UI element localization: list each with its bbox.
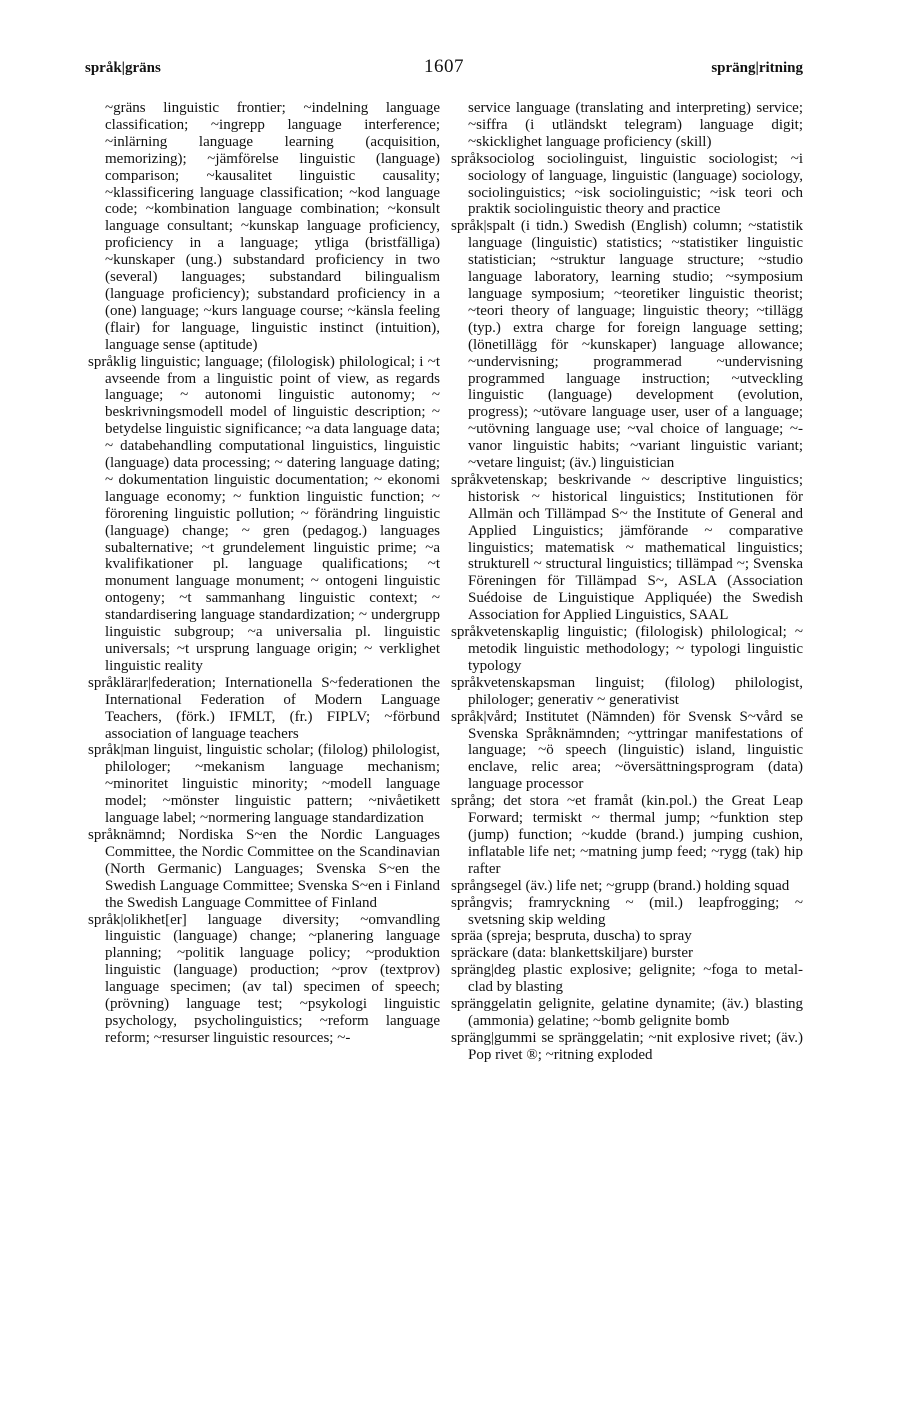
dictionary-entry: språksociolog sociolinguist, linguistic sociologist; ~i sociology of language, linguistic (language) sociology, sociolinguistics; ~isk sociolinguistic; ~isk teori och praktik sociolinguistic theory and practice: [451, 150, 803, 218]
dictionary-entry: språk|olikhet[er] language diversity; ~omvandling linguistic (language) change; ~planering language planning; ~politik language policy; ~produktion linguistic (language) production; ~prov (textprov) language specimen; (av tal) specimen of speech; (prövning) language test; ~psykologi linguistic psychology, psycholinguistics; ~reform language reform; ~resurser linguistic resources; ~-: [88, 911, 440, 1046]
dictionary-entry: språngvis; framryckning ~ (mil.) leapfrogging; ~ svetsning skip welding: [451, 894, 803, 928]
dictionary-entry: språklig linguistic; language; (filologisk) philological; i ~t avseende from a linguistic point of view, as regards language; ~ autonomi linguistic autonomy; ~ beskrivningsmodell model of linguistic description; ~ betydelse linguistic significance; ~a data language data; ~ databehandling computational linguistics, linguistic (language) data processing; ~ datering language dating; ~ dokumentation linguistic documentation; ~ ekonomi language economy; ~ funktion linguistic function; ~ förorening linguistic pollution; ~ förändring linguistic (language) change; ~ gren (pedagog.) languages subalternative; ~t grundelement linguistic prime; ~a kvalifikationer pl. language qualifications; ~t monument language monument; ~ ontogeni linguistic ontogeny; ~t sammanhang linguistic context; ~ standardisering language standardization; ~ undergrupp linguistic subgroup; ~a universalia pl. linguistic universals; ~t ursprung language origin; ~ verklighet linguistic reality: [88, 353, 440, 674]
dictionary-entry: språkvetenskapsman linguist; (filolog) philologist, philologer; generativ ~ generativist: [451, 674, 803, 708]
dictionary-entry: spräa (spreja; bespruta, duscha) to spray: [451, 928, 692, 945]
dictionary-entry: språklärar|federation; Internationella S~federationen the International Federation of Modern Language Teachers, (förk.) IFMLT, (fr.) FIPLV; ~förbund association of language teachers: [88, 674, 440, 742]
dictionary-entry: språknämnd; Nordiska S~en the Nordic Languages Committee, the Nordic Committee on the Scandinavian (North Germanic) Languages; Svenska S~en the Swedish Language Committee; Svenska S~en i Finland the Swedish Language Committee of Finland: [88, 826, 440, 911]
dictionary-entry: språkvetenskap; beskrivande ~ descriptive linguistics; historisk ~ historical linguistics; Institutionen för Allmän och Tillämpad S~ the Institute of General and Applied Linguistics; jämförande ~ comparative linguistics; matematisk ~ mathematical linguistics; strukturell ~ structural linguistics; tillämpad ~; Svenska Föreningen för Tillämpad S~, ASLA (Association Suédoise de Linguistique Appliquée) the Swedish Association for Applied Linguistics, SAAL: [451, 471, 803, 624]
dictionary-entry: service language (translating and interpreting) service; ~siffra (i utländskt telegram) language digit; ~skicklighet language proficiency (skill): [468, 100, 803, 150]
dictionary-entry: spräckare (data: blankettskiljare) burster: [451, 945, 693, 962]
dictionary-entry: språk|spalt (i tidn.) Swedish (English) column; ~statistik language (linguistic) statistics; ~statistiker linguistic statistician; ~struktur language structure; ~studio language laboratory, learning studio; ~symposium language symposium; ~teoretiker linguistic theorist; ~teori theory of language; linguistic theory; ~tillägg (typ.) extra charge for foreign language setting; (lönetillägg för ~kunskaper) language allowance; ~undervisning; programmerad ~undervisning programmed language instruction; ~utveckling linguistic (language) development (evolution, progress); ~utövare language user, user of a language; ~utövning language use; ~val choice of language; ~-vanor linguistic habits; ~variant linguistic variant; ~vetare linguist; (äv.) linguistician: [451, 218, 803, 472]
dictionary-entry: språngsegel (äv.) life net; ~grupp (brand.) holding squad: [451, 877, 790, 894]
dictionary-entry: ~gräns linguistic frontier; ~indelning language classification; ~ingrepp language interference; ~inlärning language learning (acquisition, memorizing); ~jämförelse linguistic (language) comparison; ~kausalitet linguistic causality; ~klassificering language classification; ~kod language code; ~kombination language combination; ~konsult language consultant; ~kunskap language proficiency, proficiency in a language; ytliga (bristfälliga) ~kunskaper (ung.) substandard proficiency in two (several) languages; substandard bilingualism (language proficiency); substandard proficiency in a (one) language; ~kurs language course; ~känsla feeling (flair) for language, linguistic instinct (intuition), language sense (aptitude): [105, 100, 440, 353]
dictionary-entry: språkvetenskaplig linguistic; (filologisk) philological; ~ metodik linguistic methodology; ~ typologi linguistic typology: [451, 624, 803, 674]
right-guide-word: spräng|ritning: [711, 60, 803, 76]
left-column: [88, 100, 440, 1047]
dictionary-entry: spräng|gummi se spränggelatin; ~nit explosive rivet; (äv.) Pop rivet ®; ~ritning exploded: [451, 1029, 803, 1063]
dictionary-entry: språk|vård; Institutet (Nämnden) för Svensk S~vård se Svenska Språknämnden; ~yttringar manifestations of language; ~ö speech (linguistic) island, linguistic enclave, relic area; ~översättningsprogram (data) language processor: [451, 708, 803, 793]
left-guide-word: språk|gräns: [85, 60, 161, 76]
page-number: 1607: [424, 56, 464, 77]
dictionary-entry: språng; det stora ~et framåt (kin.pol.) the Great Leap Forward; termiskt ~ thermal jump; ~funktion step (jump) function; ~kudde (brand.) jumping cushion, inflatable life net; ~matning jump feed; ~rygg (tak) hip rafter: [451, 793, 803, 877]
dictionary-entry: spränggelatin gelignite, gelatine dynamite; (äv.) blasting (ammonia) gelatine; ~bomb gelignite bomb: [451, 996, 803, 1029]
page-header: [85, 56, 803, 84]
dictionary-entry: spräng|deg plastic explosive; gelignite; ~foga to metal-clad by blasting: [451, 962, 803, 996]
dictionary-entry: språk|man linguist, linguistic scholar; (filolog) philologist, philologer; ~mekanism language mechanism; ~minoritet linguistic minority; ~modell language model; ~mönster linguistic pattern; ~nivåetikett language label; ~normering language standardization: [88, 742, 440, 827]
right-column: [451, 100, 803, 1064]
